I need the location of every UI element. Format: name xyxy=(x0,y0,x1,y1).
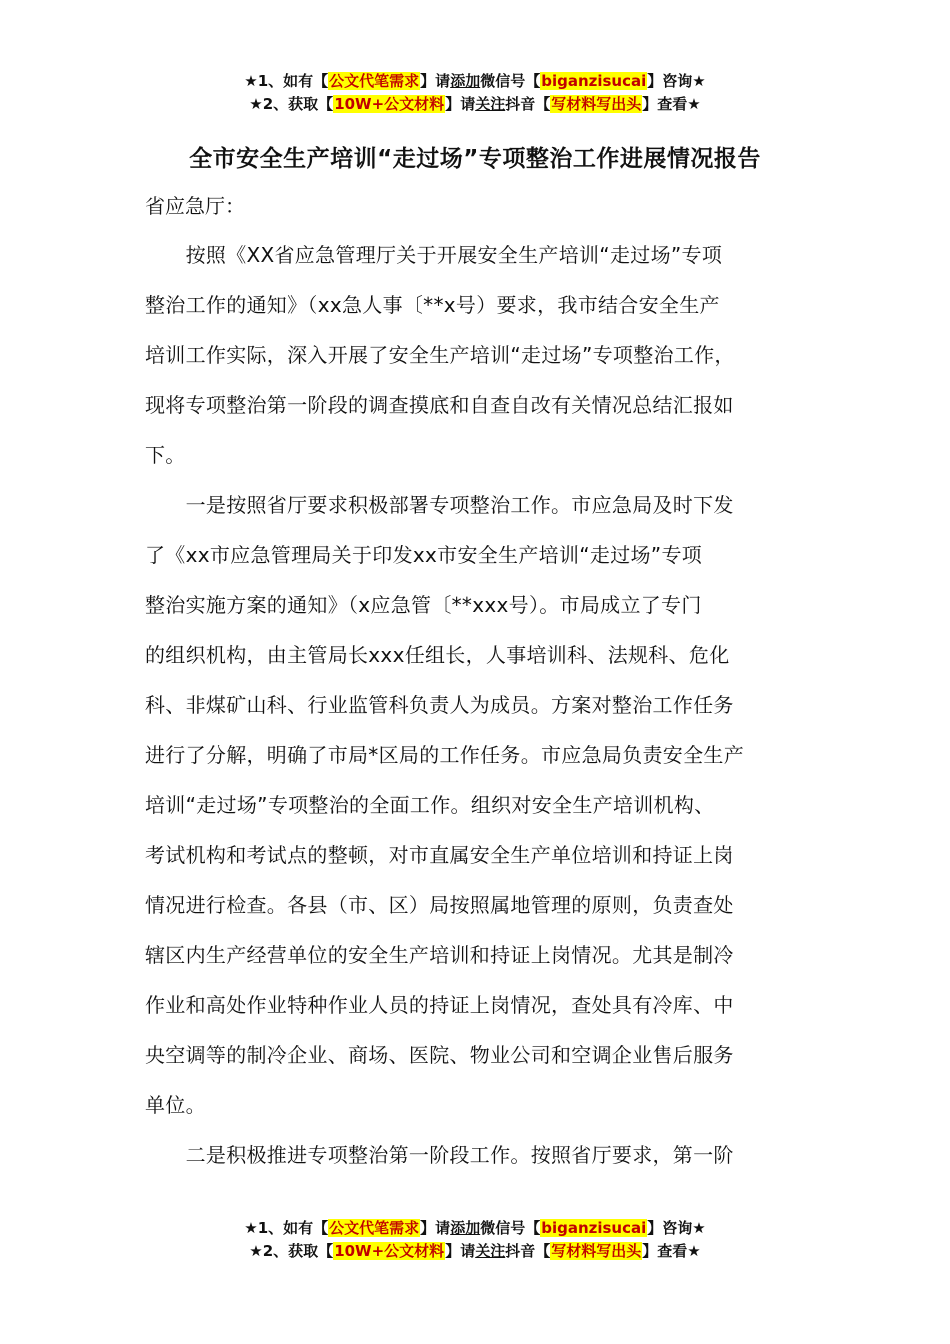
banner-text: 】咨询★ xyxy=(647,72,706,90)
footer-banner xyxy=(0,1217,950,1263)
banner-text: 】请 xyxy=(420,1219,451,1237)
banner-text: 】查看★ xyxy=(642,1242,701,1260)
highlight-service: 公文代笔需求 xyxy=(329,72,420,90)
banner-line-2 xyxy=(0,1240,950,1263)
text-line: 进行了分解，明确了市局*区局的工作任务。市应急局负责安全生产 xyxy=(145,743,744,767)
text-line: 一是按照省厅要求积极部署专项整治工作。市应急局及时下发 xyxy=(145,493,734,517)
banner-text: 微信号【 xyxy=(480,72,541,90)
text-line: 作业和高处作业特种作业人员的持证上岗情况，查处具有冷库、中 xyxy=(145,993,734,1017)
banner-line-1 xyxy=(0,70,950,93)
text-line: 科、非煤矿山科、行业监管科负责人为成员。方案对整治工作任务 xyxy=(145,693,734,717)
header-banner xyxy=(0,70,950,116)
document-body xyxy=(145,230,835,1180)
banner-underline: 关注 xyxy=(475,1242,506,1260)
banner-text: 】请 xyxy=(445,1242,476,1260)
banner-text: 】查看★ xyxy=(642,95,701,113)
text-line: 央空调等的制冷企业、商场、医院、物业公司和空调企业售后服务 xyxy=(145,1043,734,1067)
text-line: 二是积极推进专项整治第一阶段工作。按照省厅要求，第一阶 xyxy=(145,1143,734,1167)
text-line: 情况进行检查。各县（市、区）局按照属地管理的原则，负责查处 xyxy=(145,893,734,917)
highlight-service: 公文代笔需求 xyxy=(329,1219,420,1237)
banner-underline: 添加 xyxy=(450,72,481,90)
text-line: 考试机构和考试点的整顿，对市直属安全生产单位培训和持证上岗 xyxy=(145,843,734,867)
text-line: 的组织机构，由主管局长xxx任组长，人事培训科、法规科、危化 xyxy=(145,643,730,667)
text-line: 辖区内生产经营单位的安全生产培训和持证上岗情况。尤其是制冷 xyxy=(145,943,734,967)
document-title: 全市安全生产培训“走过场”专项整治工作进展情况报告 xyxy=(189,146,761,172)
banner-text: 微信号【 xyxy=(480,1219,541,1237)
banner-text: 】请 xyxy=(420,72,451,90)
text-line: 下。 xyxy=(145,443,186,467)
highlight-douyin: 写材料写出头 xyxy=(551,95,642,113)
salutation: 省应急厅： xyxy=(145,194,245,218)
banner-text: ★2、获取【 xyxy=(249,95,334,113)
banner-line-1 xyxy=(0,1217,950,1240)
text-line: 单位。 xyxy=(145,1093,206,1117)
banner-line-2 xyxy=(0,93,950,116)
banner-text: 】咨询★ xyxy=(647,1219,706,1237)
highlight-materials: 10W+公文材料 xyxy=(334,95,445,113)
banner-text: 抖音【 xyxy=(505,95,551,113)
text-line: 培训工作实际，深入开展了安全生产培训“走过场”专项整治工作， xyxy=(145,343,735,367)
text-line: 按照《XX省应急管理厅关于开展安全生产培训“走过场”专项 xyxy=(145,243,723,267)
banner-text: ★1、如有【 xyxy=(244,1219,329,1237)
highlight-wechat-id: biganzisucai xyxy=(541,1219,647,1237)
highlight-materials: 10W+公文材料 xyxy=(334,1242,445,1260)
text-line: 培训“走过场”专项整治的全面工作。组织对安全生产培训机构、 xyxy=(145,793,715,817)
text-line: 了《xx市应急管理局关于印发xx市安全生产培训“走过场”专项 xyxy=(145,543,703,567)
banner-text: 】请 xyxy=(445,95,476,113)
banner-text: ★1、如有【 xyxy=(244,72,329,90)
banner-underline: 关注 xyxy=(475,95,506,113)
banner-underline: 添加 xyxy=(450,1219,481,1237)
banner-text: 抖音【 xyxy=(505,1242,551,1260)
text-line: 现将专项整治第一阶段的调查摸底和自查自改有关情况总结汇报如 xyxy=(145,393,734,417)
banner-text: ★2、获取【 xyxy=(249,1242,334,1260)
text-line: 整治工作的通知》（xx急人事〔**x号）要求，我市结合安全生产 xyxy=(145,293,720,317)
highlight-wechat-id: biganzisucai xyxy=(541,72,647,90)
text-line: 整治实施方案的通知》（x应急管〔**xxx号）。市局成立了专门 xyxy=(145,593,702,617)
highlight-douyin: 写材料写出头 xyxy=(551,1242,642,1260)
